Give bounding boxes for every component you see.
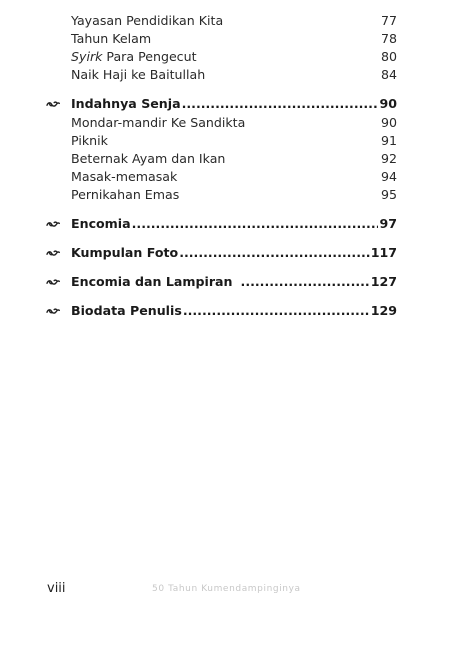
toc-entry-page: 94 — [380, 169, 397, 184]
toc-entry[interactable] — [46, 132, 397, 150]
toc-chapter-page: 117 — [370, 245, 397, 260]
toc-entry-title: Pernikahan Emas — [71, 187, 180, 202]
toc-entry-page: 78 — [380, 31, 397, 46]
toc-entry-title: Piknik — [71, 133, 108, 148]
toc-entry[interactable] — [46, 12, 397, 30]
toc-chapter-page: 90 — [379, 96, 397, 111]
table-of-contents — [46, 12, 397, 321]
toc-entry-title: Naik Haji ke Baitullah — [71, 67, 206, 82]
toc-entry-title-rest: Para Pengecut — [102, 49, 197, 64]
toc-leader-dots — [179, 243, 370, 263]
toc-chapter-encomia[interactable] — [46, 214, 397, 234]
toc-entry-title-italic: Syirk — [71, 49, 103, 64]
toc-chapter-page: 127 — [370, 274, 397, 289]
toc-chapter-title: Indahnya Senja — [71, 96, 181, 111]
toc-entry[interactable] — [46, 114, 397, 132]
toc-entry[interactable] — [46, 66, 397, 84]
toc-leader-dots — [132, 214, 379, 234]
toc-entry-page: 92 — [380, 151, 397, 166]
toc-chapter-title: Kumpulan Foto — [71, 245, 179, 260]
toc-chapter-indahnya-senja[interactable] — [46, 94, 397, 114]
toc-entry-title: Mondar-mandir Ke Sandikta — [71, 115, 246, 130]
running-title: 50 Tahun Kumendampinginya — [152, 584, 301, 594]
page-number: viii — [47, 581, 66, 596]
toc-entry[interactable] — [46, 48, 397, 66]
toc-entry-page: 80 — [380, 49, 397, 64]
toc-entry-page: 77 — [380, 13, 397, 28]
fleuron-icon — [46, 94, 71, 114]
toc-chapter-title: Encomia — [71, 216, 131, 231]
toc-entry-title — [71, 48, 381, 66]
toc-entry[interactable] — [46, 168, 397, 186]
toc-entry[interactable] — [46, 30, 397, 48]
toc-chapter-title: Biodata Penulis — [71, 303, 182, 318]
fleuron-icon — [46, 301, 71, 321]
toc-entry-page: 91 — [380, 133, 397, 148]
toc-entry[interactable] — [46, 150, 397, 168]
toc-leader-dots — [182, 94, 379, 114]
toc-leader-dots — [183, 301, 370, 321]
toc-entry-title: Beternak Ayam dan Ikan — [71, 151, 226, 166]
fleuron-icon — [46, 243, 71, 263]
toc-entry-page: 84 — [380, 67, 397, 82]
toc-leader-dots — [241, 272, 370, 292]
toc-entry-title: Yayasan Pendidikan Kita — [71, 13, 224, 28]
toc-entry-title: Masak-memasak — [71, 169, 178, 184]
toc-chapter-page: 97 — [379, 216, 397, 231]
toc-chapter-encomia-dan-lampiran[interactable] — [46, 272, 397, 292]
toc-entry-page: 95 — [380, 187, 397, 202]
toc-chapter-biodata-penulis[interactable] — [46, 301, 397, 321]
toc-entry[interactable] — [46, 186, 397, 204]
toc-chapter-title: Encomia dan Lampiran — [71, 274, 233, 289]
toc-entry-page: 90 — [380, 115, 397, 130]
toc-chapter-page: 129 — [370, 303, 397, 318]
fleuron-icon — [46, 214, 71, 234]
toc-chapter-kumpulan-foto[interactable] — [46, 243, 397, 263]
toc-entry-title: Tahun Kelam — [71, 31, 152, 46]
fleuron-icon — [46, 272, 71, 292]
